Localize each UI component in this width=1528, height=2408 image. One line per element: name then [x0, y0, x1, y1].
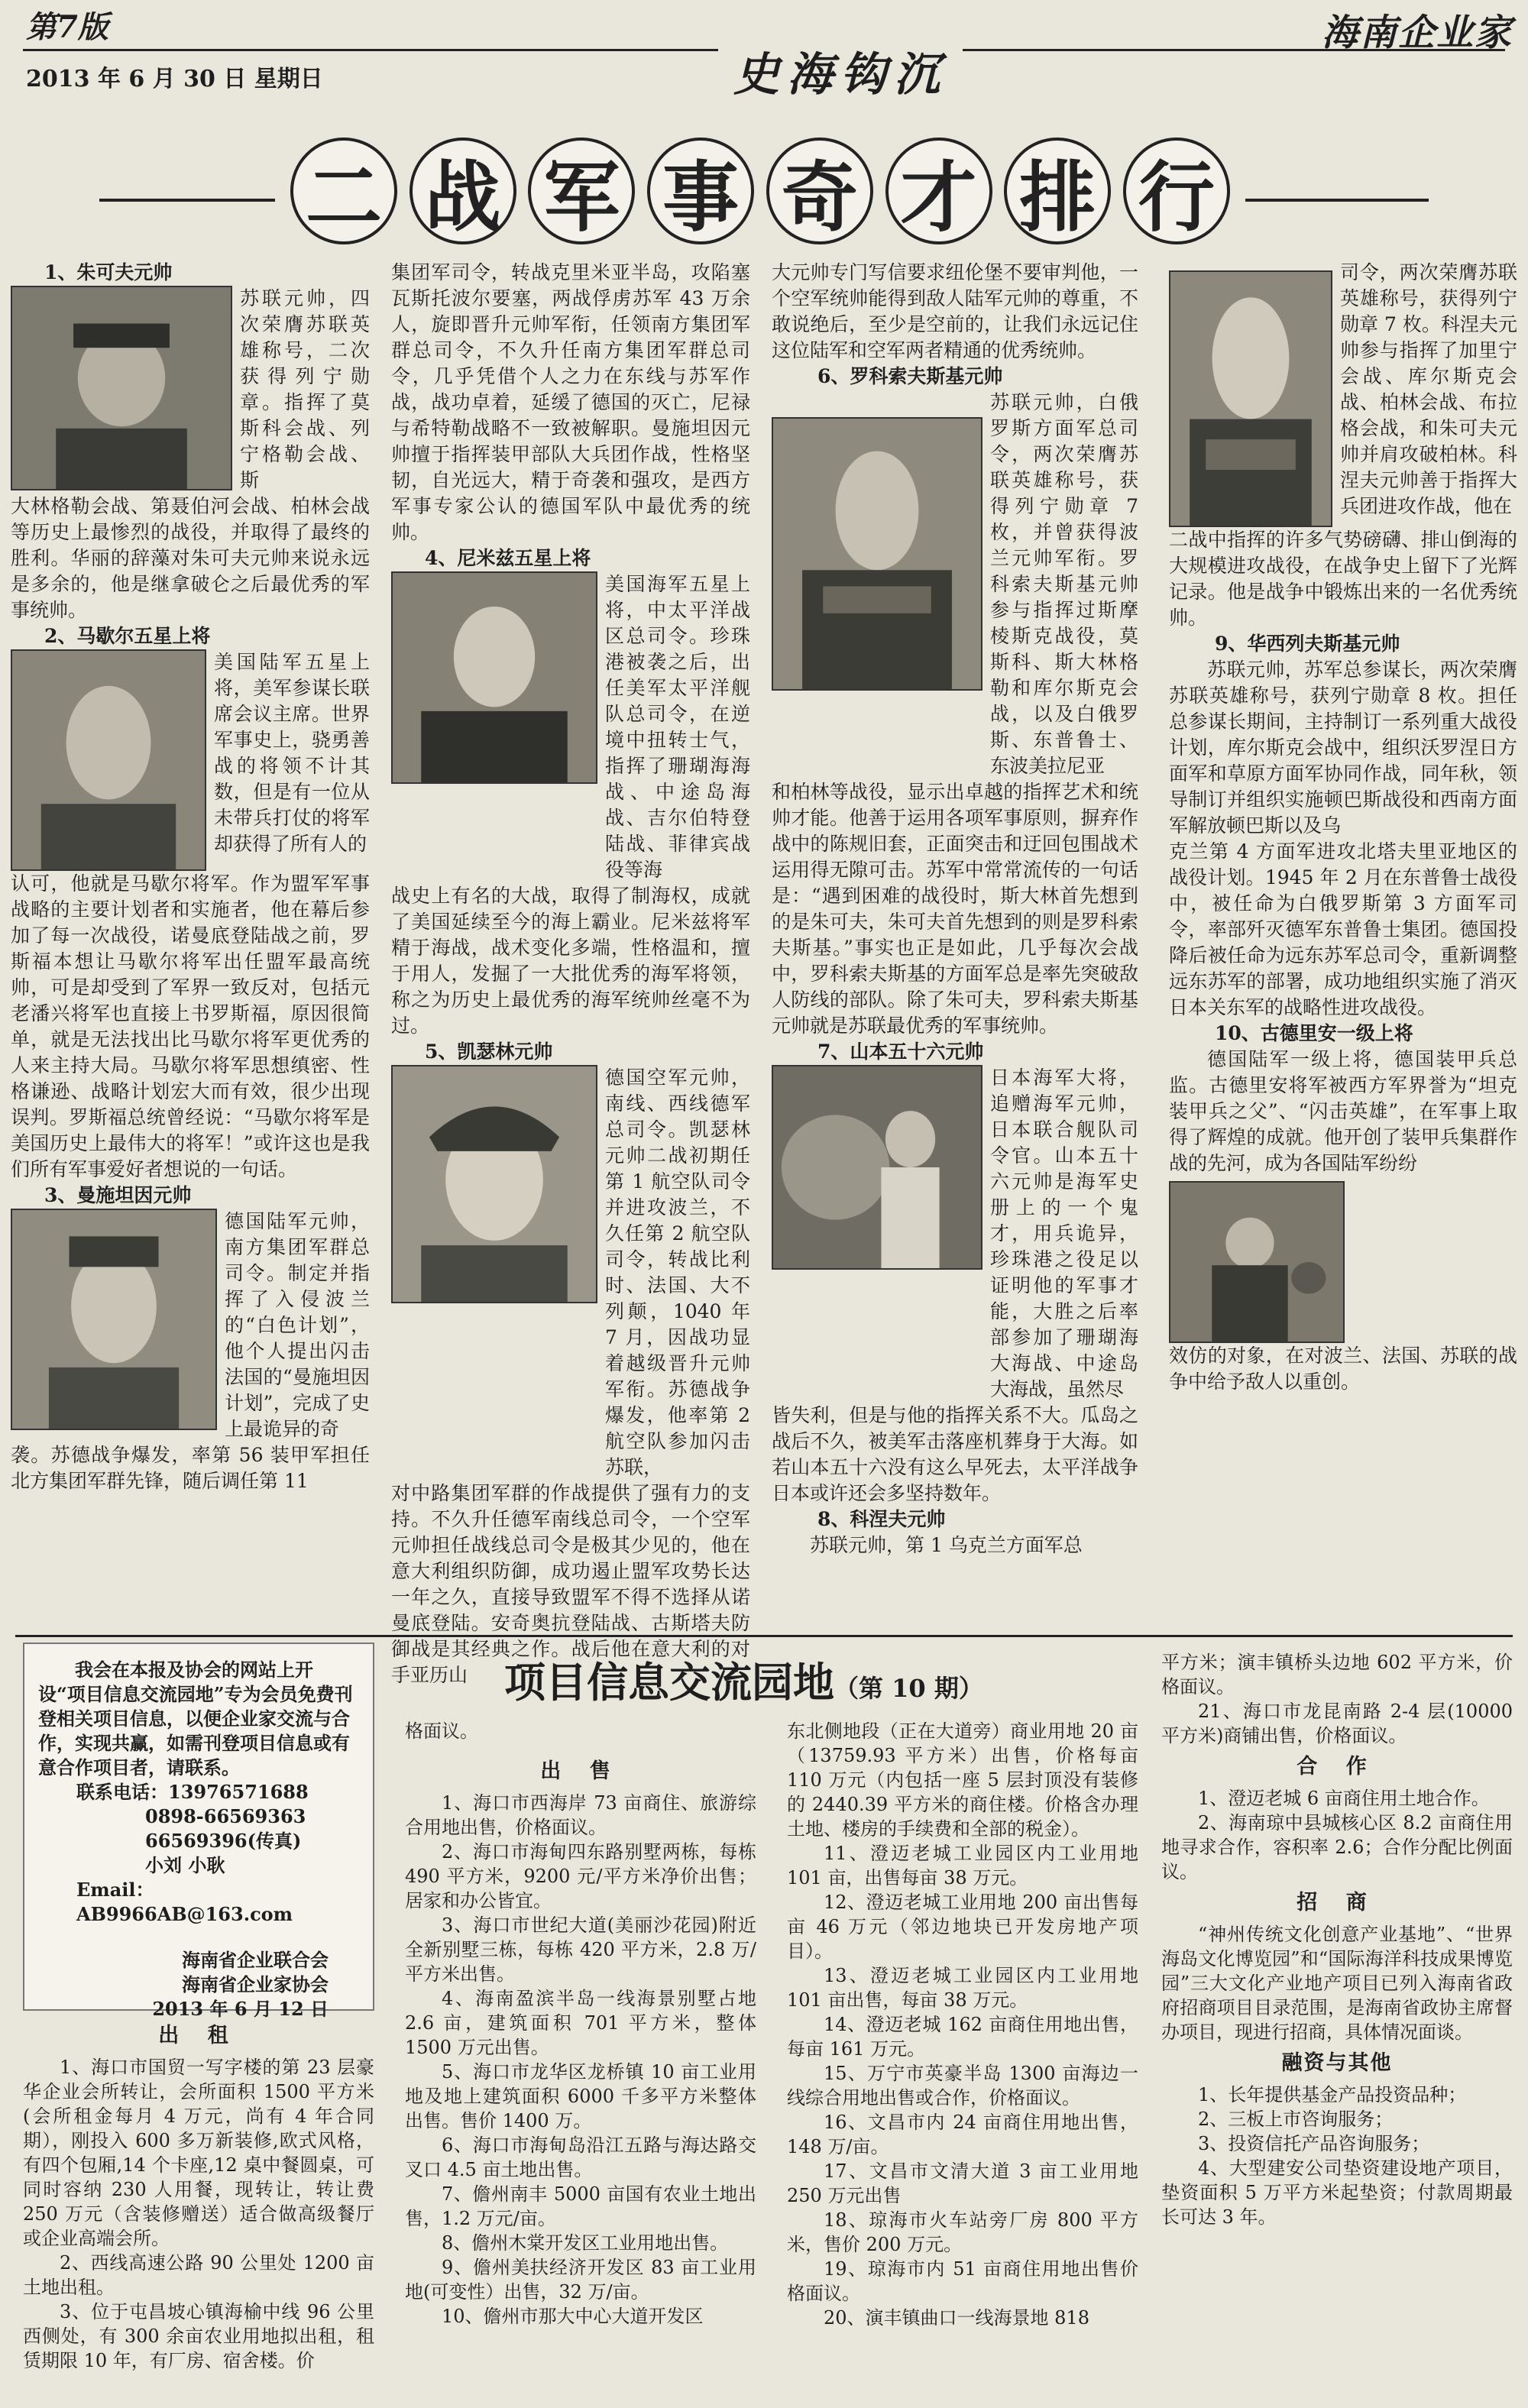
- section-heading: 1、朱可夫元帅: [44, 261, 173, 283]
- paragraph: 德国陆军元帅，南方集团军群总司令。制定并指挥了入侵波兰的“白色计划”，他个人提出闪击法国的“曼施坦因计划”，完成了史上最诡异的奇: [225, 1210, 370, 1440]
- page-number: 第7版: [26, 9, 108, 45]
- listing-item: 1、海口市国贸一写字楼的第 23 层豪华企业会所转让，会所面积 1500 平方米(会所租金每月 4 万元，尚有 4 年合同期），刚投入 600 多万新装修,欧式风格，有四个包厢,14 个卡座,12 桌中餐圆桌，可同时容纳 230 人用餐，现转让，转让费 250 万元（含装修赠送）适合做高级餐厅或企业高端会所。: [23, 2057, 374, 2249]
- title-char: 事: [647, 138, 754, 244]
- paragraph: 大元帅专门写信要求纽伦堡不要审判他，一个空军统帅能得到敌人陆军元帅的尊重，不敢说绝后，至少是空前的，让我们永远记住这位陆军和空军两者精通的优秀统帅。: [772, 261, 1138, 361]
- article-title: [290, 138, 1230, 252]
- listing-item: 20、演丰镇曲口一线海景地 818: [824, 2307, 1089, 2329]
- title-decoration-right: [1245, 199, 1429, 202]
- notice-org-2: 海南省企业家协会: [182, 1973, 329, 1995]
- listing-item: 17、文昌市文清大道 3 亩工业用地 250 万元出售: [787, 2160, 1138, 2206]
- exchange-right-column: [1161, 1650, 1513, 2229]
- listing-item: 1、澄迈老城 6 亩商住用土地合作。: [1198, 1788, 1490, 1809]
- listing-item: 2、海口市海甸四东路别墅两栋，每栋 490 平方米，9200 元/平方米净价出售；居家和办公皆宜。: [405, 1841, 756, 1911]
- exchange-issue: （第 10 期）: [834, 1674, 983, 1703]
- listing-item: 11、澄迈老城工业园区内工业用地 101 亩，出售每亩 38 万元。: [787, 1843, 1138, 1889]
- title-char: 才: [885, 138, 992, 244]
- listing-item: 3、海口市世纪大道(美丽沙花园)附近全新别墅三栋，每栋 420 平方米，2.8 万/平方米出售。: [405, 1914, 756, 1985]
- title-char: 排: [1004, 138, 1111, 244]
- listing-item: 6、海口市海甸岛沿江五路与海达路交叉口 4.5 亩土地出售。: [405, 2135, 756, 2180]
- listing-item: 12、澄迈老城工业用地 200 亩出售每亩 46 万元（邻边地块已开发房地产项目）。: [787, 1892, 1138, 1962]
- paragraph: 效仿的对象，在对波兰、法国、苏联的战争中给予敌人以重创。: [1169, 1345, 1517, 1393]
- paragraph: 美国海军五星上将，中太平洋战区总司令。珍珠港被袭之后，出任美军太平洋舰队总司令，在逆境中扭转士气，指挥了珊瑚海海战、中途岛海战、吉尔伯特登陆战、菲律宾战役等海: [605, 573, 750, 881]
- exchange-title: [504, 1650, 983, 1709]
- section-heading: 7、山本五十六元帅: [817, 1041, 984, 1063]
- paragraph: 德国空军元帅，南线、西线德军总司令。凯瑟林元帅二战初期任第 1 航空队司令并进攻波兰，不久任第 2 航空队司令，转战比利时、法国、大不列颠，1040 年 7 月，因战功显着越级晋升元帅军衔。苏德战争爆发，他率第 2 航空队参加闪击苏联，: [605, 1066, 750, 1478]
- notice-org-1: 海南省企业联合会: [182, 1949, 329, 1971]
- listing-item-continued: 格面议。: [405, 1720, 478, 1742]
- article-column-4: [1169, 260, 1517, 1395]
- paragraph: 和柏林等战役，显示出卓越的指挥艺术和统帅才能。他善于运用各项军事原则，摒弃作战中的陈规旧套，正面突击和迂回包围战术运用得无隙可击。苏军中常常流传的一句话是：“遇到困难的战役时，斯大林首先想到的是朱可夫，朱可夫首先想到的则是罗科索夫斯基。”事实也正是如此，几乎每次会战中，罗科索夫斯基的方面军总是率先突破敌人防线的部队。除了朱可夫，罗科索夫斯基元帅就是苏联最优秀的军事统帅。: [772, 781, 1138, 1037]
- exchange-sale-column-b: [787, 1719, 1138, 2330]
- title-char: 战: [410, 138, 516, 244]
- section-heading: 3、曼施坦因元帅: [44, 1184, 192, 1206]
- paragraph: 苏联元帅，第 1 乌克兰方面军总: [810, 1534, 1083, 1556]
- listing-item: 2、三板上市咨询服务；: [1198, 2109, 1394, 2130]
- listing-item: 9、儋州美扶经济开发区 83 亩工业用地(可变性）出售，32 万/亩。: [405, 2257, 756, 2303]
- title-char: 行: [1123, 138, 1230, 244]
- title-char: 奇: [766, 138, 873, 244]
- listing-item: 10、儋州市那大中心大道开发区: [442, 2306, 704, 2327]
- paragraph: 苏联元帅，四次荣膺苏联英雄称号，二次获得列宁勋章。指挥了莫斯科会战、列宁格勒会战、斯: [240, 287, 370, 491]
- article-column-1: [11, 260, 370, 1494]
- notice-email: Email：AB9966AB@163.com: [76, 1879, 293, 1925]
- article-column-3: [772, 260, 1138, 1558]
- title-char: 二: [290, 138, 397, 244]
- listing-item: 2、西线高速公路 90 公里处 1200 亩土地出租。: [23, 2252, 374, 2298]
- article-column-2: [391, 260, 750, 1688]
- portrait-photo-nimitz: [391, 571, 597, 784]
- exchange-rent-column: [23, 2017, 374, 2373]
- paragraph: 美国陆军五星上将，美军参谋长联席会议主席。世界军事史上，骁勇善战的将领不计其数，但是有一位从未带兵打仗的将军却获得了所有人的: [214, 651, 370, 855]
- section-heading: 8、科涅夫元帅: [817, 1508, 946, 1530]
- notice-phone-2: 0898-66569363: [145, 1805, 306, 1827]
- paragraph: 对中路集团军群的作战提供了强有力的支持。不久升任德军南线总司令，一个空军元帅担任战线总司令是极其少见的，他在意大利组织防御，成功遏止盟军攻势长达一年之久，直接导致盟军不得不选择从诺曼底登陆。安奇奥抗登陆战、古斯塔夫防御战是其经典之作。战后他在意大利的对手亚历山: [391, 1482, 750, 1686]
- title-decoration-left: [99, 199, 275, 202]
- portrait-photo-zhukov: [11, 286, 232, 490]
- title-char: 军: [528, 138, 635, 244]
- exchange-sale-column-a: [405, 1719, 756, 2329]
- newspaper-name: 海南企业家: [1321, 11, 1513, 54]
- rent-heading: 出 租: [158, 2024, 239, 2047]
- listing-item-continued: 平方米；演丰镇桥头边地 602 平方米，价格面议。: [1161, 1652, 1513, 1698]
- portrait-photo-konev: [1169, 270, 1332, 527]
- listing-item: 1、长年提供基金产品投资品种；: [1198, 2084, 1467, 2105]
- notice-text: 我会在本报及协会的网站上开设“项目信息交流园地”专为会员免费刊登相关项目信息，以便企业家交流与合作，实现共赢，如需刊登项目信息或有意合作项目者，请联系。: [38, 1659, 353, 1778]
- paragraph: 二战中指挥的许多气势磅礴、排山倒海的大规模进攻战役，在战争史上留下了光辉记录。他是战争中锻炼出来的一名优秀统帅。: [1169, 529, 1517, 629]
- listing-item: 4、海南盈滨半岛一线海景别墅占地 2.6 亩，建筑面积 701 平方米，整体 1500 万元出售。: [405, 1988, 756, 2058]
- section-heading: 6、罗科索夫斯基元帅: [817, 365, 1003, 387]
- portrait-photo-kesselring: [391, 1065, 597, 1303]
- paragraph: 克兰第 4 方面军进攻北塔夫里亚地区的战役计划。1945 年 2 月在东普鲁士战役中，被任命为白俄罗斯第 3 方面军司令，率部歼灭德军东普鲁士集团。德国投降后被任命为远东苏军总司令，重新调整远东苏军的部署，成功地组织实施了消灭日本关东军的战略性进攻战役。: [1169, 840, 1517, 1018]
- portrait-photo-manstein: [11, 1209, 217, 1430]
- paragraph: 德国陆军一级上将，德国装甲兵总监。古德里安将军被西方军界誉为“坦克装甲兵之父”、“闪击英雄”，在军事上取得了辉煌的成就。他开创了装甲兵集群作战的先河，成为各国陆军纷纷: [1169, 1048, 1517, 1174]
- listing-item: “神州传统文化创意产业基地”、“世界海岛文化博览园”和“国际海洋科技成果博览园”三大文化产业地产项目已列入海南省政府招商项目目录范围，是海南省政协主席督办项目，现进行招商，具体情况面谈。: [1161, 1924, 1513, 2043]
- listing-item: 4、大型建安公司垫资建设地产项目，垫资面积 5 万平方米起垫资；付款周期最长可达 3 年。: [1161, 2157, 1513, 2228]
- listing-item: 3、位于屯昌坡心镇海榆中线 96 公里西侧处，有 300 余亩农业用地拟出租，租赁期限 10 年，有厂房、宿舍楼。价: [23, 2301, 374, 2371]
- listing-item: 1、海口市西海岸 73 亩商住、旅游综合用地出售，价格面议。: [405, 1792, 756, 1838]
- paragraph: 日本海军大将，追赠海军元帅，日本联合舰队司令官。山本五十六元帅是海军史册上的一个鬼才，用兵诡异，珍珠港之役足以证明他的军事才能，大胜之后率部参加了珊瑚海大海战、中途岛大海战，虽然尽: [990, 1066, 1138, 1400]
- sale-heading: 出 售: [540, 1759, 621, 1783]
- listing-item: 2、海南琼中县城核心区 8.2 亩商住用地寻求合作，容积率 2.6；合作分配比例面议。: [1161, 1812, 1513, 1882]
- section-title: 史海钩沉: [718, 38, 963, 104]
- notice-contacts: 小刘 小耿: [145, 1854, 225, 1876]
- portrait-photo-marshall: [11, 649, 206, 871]
- listing-item: 3、投资信托产品咨询服务；: [1198, 2133, 1430, 2154]
- portrait-photo-guderian: [1169, 1181, 1345, 1343]
- paragraph: 大林格勒会战、第聂伯河会战、柏林会战等历史上最惨烈的战役，并取得了最终的胜利。华丽的辞藻对朱可夫元帅来说永远是多余的，他是继拿破仑之后最优秀的军事统帅。: [11, 495, 370, 621]
- issue-date: 2013 年 6 月 30 日 星期日: [26, 66, 323, 92]
- notice-date: 2013 年 6 月 12 日: [152, 1998, 329, 2020]
- notice-phone: 联系电话：13976571688: [76, 1781, 309, 1803]
- paragraph: 集团军司令，转战克里米亚半岛，攻陷塞瓦斯托波尔要塞，两战俘虏苏军 43 万余人，旋即晋升元帅军衔，任领南方集团军群总司令，不久升任南方集团军群总司令，几乎凭借个人之力在东线与苏军作战，战功卓着，延缓了德国的灭亡，尼禄与希特勒战略不一致被解职。曼施坦因元帅擅于指挥装甲部队大兵团作战，性格坚韧，自光远大，精于奇袭和强攻，是西方军事专家公认的德国军队中最优秀的统帅。: [391, 261, 750, 543]
- listing-item: 13、澄迈老城工业园区内工业用地 101 亩出售，每亩 38 万元。: [787, 1965, 1138, 2011]
- paragraph: 苏联元帅，白俄罗斯方面军总司令，两次荣膺苏联英雄称号，获得列宁勋章 7 枚，并曾获得波兰元帅军衔。罗科索夫斯基元帅参与指挥过斯摩棱斯克战役，莫斯科、斯大林格勒和库尔斯克会战，以及白俄罗斯、东普鲁士、东波美拉尼亚: [990, 391, 1138, 777]
- bottom-section-rule: [15, 1635, 1513, 1637]
- section-heading: 9、华西列夫斯基元帅: [1215, 633, 1400, 655]
- notice-fax: 66569396(传真): [145, 1830, 302, 1852]
- finance-heading: 融资与其他: [1281, 2051, 1393, 2075]
- paragraph: 战史上有名的大战，取得了制海权，成就了美国延续至今的海上霸业。尼米兹将军精于海战，战术变化多端，性格温和，擅于用人，发掘了一大批优秀的海军将领，称之为历史上最优秀的海军统帅丝毫不为过。: [391, 885, 750, 1037]
- section-heading: 2、马歇尔五星上将: [44, 625, 211, 647]
- section-heading: 10、古德里安一级上将: [1215, 1022, 1413, 1044]
- portrait-photo-rokossovsky: [772, 417, 983, 691]
- listing-item: 7、儋州南丰 5000 亩国有农业土地出售，1.2 万元/亩。: [405, 2183, 756, 2229]
- listing-item: 15、万宁市英豪半岛 1300 亩海边一线综合用地出售或合作，价格面议。: [787, 2063, 1138, 2109]
- listing-item: 8、儋州木棠开发区工业用地出售。: [442, 2232, 729, 2254]
- paragraph: 皆失利，但是与他的指挥关系不大。瓜岛之战后不久，被美军击落座机葬身于大海。如若山本五十六没有这么早死去，太平洋战争日本或许还会多坚持数年。: [772, 1404, 1138, 1504]
- listing-item-continued: 东北侧地段（正在大道旁）商业用地 20 亩（13759.93 平方米）出售，价格每亩 110 万元（内包括一座 5 层封顶没有装修的 2440.39 平方米的商住楼。价格含办理土地、楼房的手续费和全部的税金）。: [787, 1720, 1138, 1840]
- listing-item: 19、琼海市内 51 亩商住用地出售价格面议。: [787, 2258, 1138, 2304]
- paragraph: 苏联元帅，苏军总参谋长，两次荣膺苏联英雄称号，获列宁勋章 8 枚。担任总参谋长期间，主持制订一系列重大战役计划，库尔斯克会战中，组织沃罗涅日方面军和草原方面军协同作战，同年秋，领导制订并组织实施顿巴斯战役和西南方面军解放顿巴斯以及乌: [1169, 659, 1517, 837]
- listing-item: 21、海口市龙昆南路 2-4 层(10000 平方米)商铺出售，价格面议。: [1161, 1701, 1513, 1746]
- invest-heading: 招 商: [1297, 1891, 1377, 1914]
- notice-box: [23, 1643, 374, 2020]
- listing-item: 16、文昌市内 24 亩商住用地出售，148 万/亩。: [787, 2112, 1138, 2157]
- section-heading: 5、凯瑟林元帅: [425, 1041, 553, 1063]
- listing-item: 5、海口市龙华区龙桥镇 10 亩工业用地及地上建筑面积 6000 千多平方米整体出售。售价 1400 万。: [405, 2061, 756, 2131]
- paragraph: 司令，两次荣膺苏联英雄称号，获得列宁勋章 7 枚。科涅夫元帅参与指挥了加里宁会战、库尔斯克会战、柏林会战、布拉格会战，和朱可夫元帅并肩攻破柏林。科涅夫元帅善于指挥大兵团进攻作战，他在: [1340, 261, 1517, 517]
- paragraph: 袭。苏德战争爆发，率第 56 装甲军担任北方集团军群先锋，随后调任第 11: [11, 1444, 370, 1492]
- coop-heading: 合 作: [1297, 1755, 1377, 1778]
- section-heading: 4、尼米兹五星上将: [425, 547, 591, 569]
- portrait-photo-yamamoto: [772, 1065, 983, 1270]
- listing-item: 14、澄迈老城 162 亩商住用地出售，每亩 161 万元。: [787, 2014, 1138, 2060]
- paragraph: 认可，他就是马歇尔将军。作为盟军军事战略的主要计划者和实施者，他在幕后参加了每一次战役，诺曼底登陆战之前，罗斯福本想让马歇尔将军出任盟军最高统帅，可是却受到了军界一致反对，包括元老潘兴将军也直接上书罗斯福，原因很简单，就是无法找出比马歇尔将军更优秀的人来主持大局。马歇尔将军思想缜密、性格谦逊、战略计划宏大而有效，很少出现误判。罗斯福总统曾经说：“马歇尔将军是美国历史上最伟大的将军！”或许这也是我们所有军事爱好者想说的一句话。: [11, 872, 370, 1180]
- listing-item: 18、琼海市火车站旁厂房 800 平方米，售价 200 万元。: [787, 2209, 1138, 2255]
- exchange-title-text: 项目信息交流园地: [504, 1658, 834, 1707]
